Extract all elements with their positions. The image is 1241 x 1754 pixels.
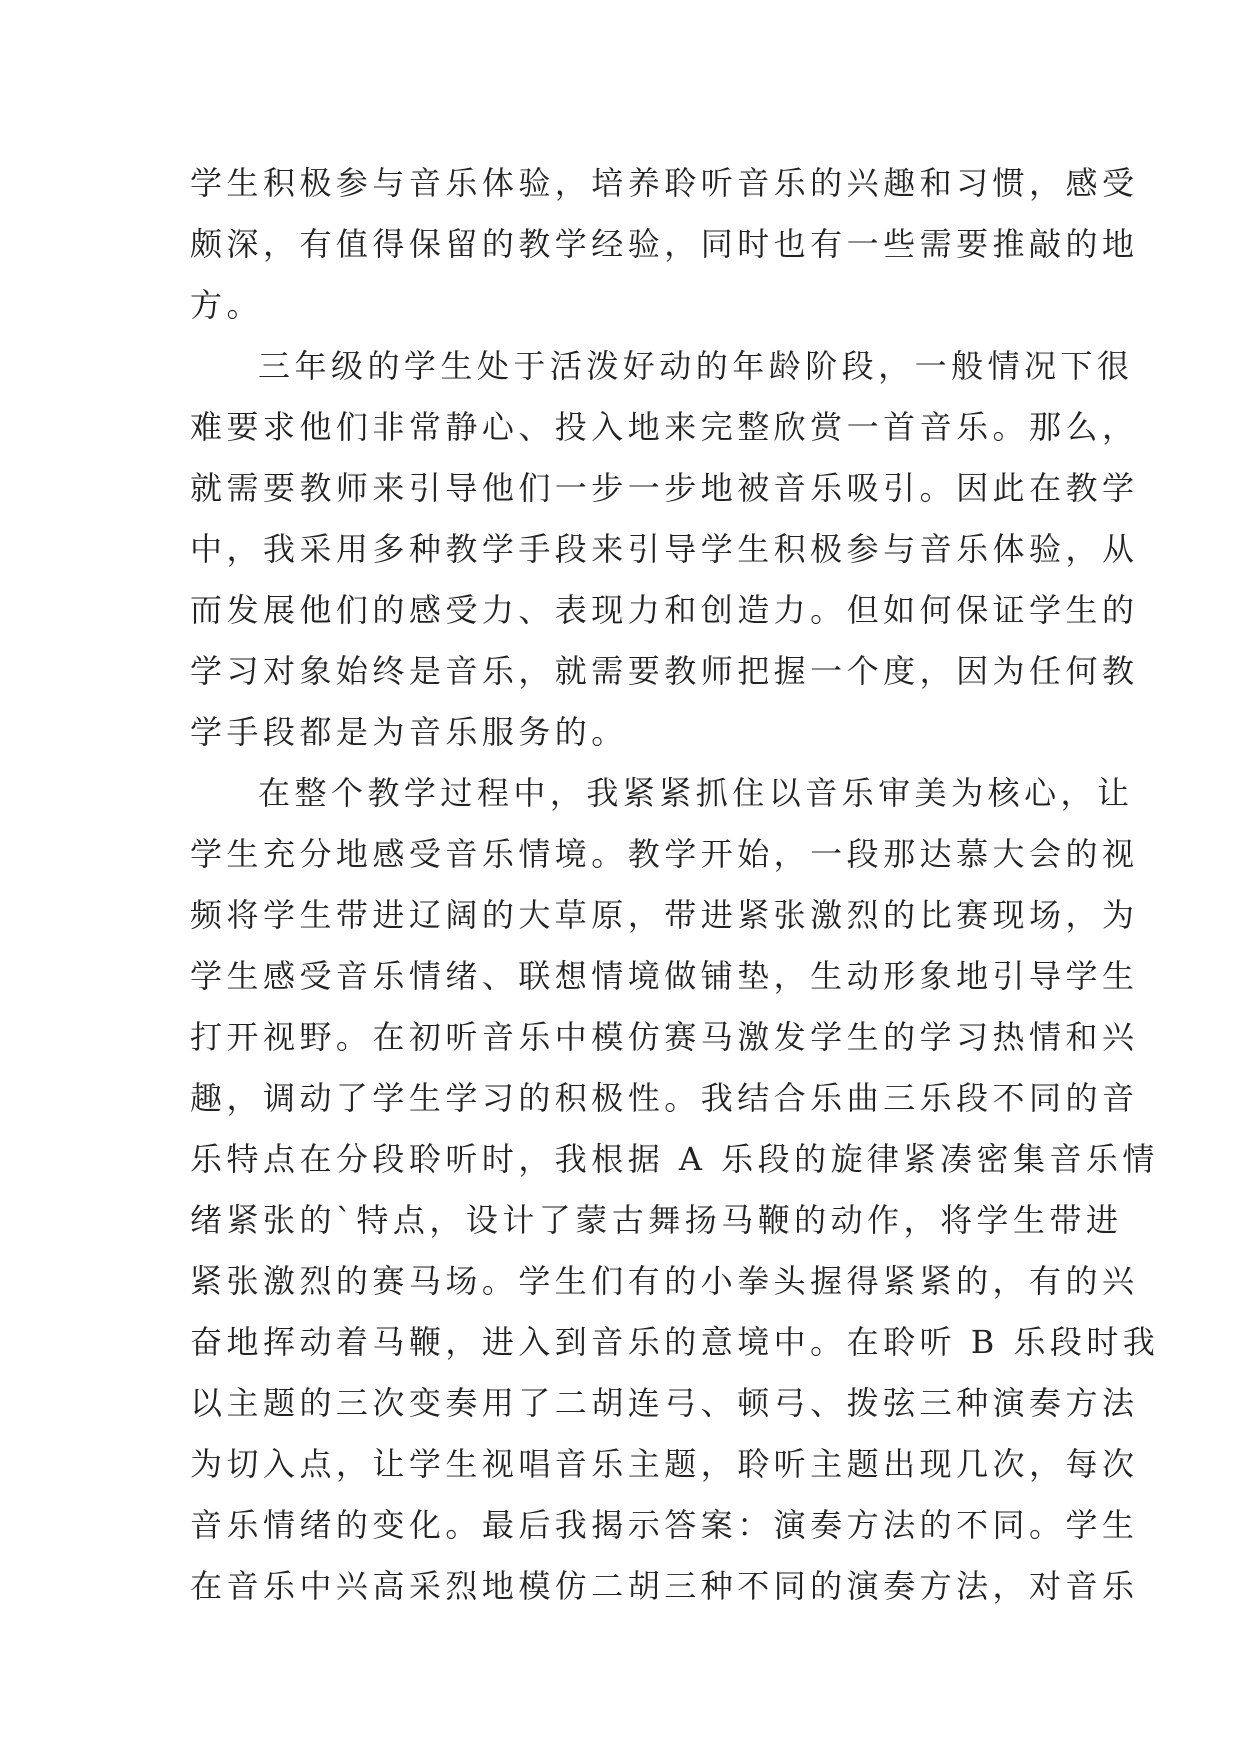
text-line: 音乐情绪的变化。最后我揭示答案：演奏方法的不同。学生 (190, 1506, 1139, 1544)
text-line: 频将学生带进辽阔的大草原，带进紧张激烈的比赛现场，为 (190, 896, 1139, 934)
text-line: 绪紧张的`特点，设计了蒙古舞扬马鞭的动作，将学生带进 (190, 1201, 1123, 1239)
text-line: 奋地挥动着马鞭，进入到音乐的意境中。在聆听 B 乐段时我 (190, 1323, 1160, 1361)
text-line: 学手段都是为音乐服务的。 (190, 713, 628, 751)
text-line: 为切入点，让学生视唱音乐主题，聆听主题出现几次，每次 (190, 1445, 1139, 1483)
text-line: 学生积极参与音乐体验，培养聆听音乐的兴趣和习惯，感受 (190, 164, 1139, 202)
text-line: 学生感受音乐情绪、联想情境做铺垫，生动形象地引导学生 (190, 957, 1139, 995)
document-body (190, 153, 1160, 1617)
text-line: 在音乐中兴高采烈地模仿二胡三种不同的演奏方法，对音乐 (190, 1567, 1139, 1605)
text-line: 就需要教师来引导他们一步一步地被音乐吸引。因此在教学 (190, 469, 1139, 507)
paragraph-first-line: 三年级的学生处于活泼好动的年龄阶段，一般情况下很 (258, 347, 1134, 385)
text-line: 方。 (190, 286, 263, 324)
text-line: 而发展他们的感受力、表现力和创造力。但如何保证学生的 (190, 591, 1139, 629)
paragraph-first-line: 在整个教学过程中，我紧紧抓住以音乐审美为核心，让 (258, 774, 1134, 812)
text-line: 学生充分地感受音乐情境。教学开始，一段那达慕大会的视 (190, 835, 1139, 873)
text-line: 中，我采用多种教学手段来引导学生积极参与音乐体验，从 (190, 530, 1139, 568)
text-line: 颇深，有值得保留的教学经验，同时也有一些需要推敲的地 (190, 225, 1139, 263)
text-line: 打开视野。在初听音乐中模仿赛马激发学生的学习热情和兴 (190, 1018, 1139, 1056)
text-line: 乐特点在分段聆听时，我根据 A 乐段的旋律紧凑密集音乐情 (190, 1140, 1159, 1178)
text-line: 学习对象始终是音乐，就需要教师把握一个度，因为任何教 (190, 652, 1139, 690)
text-line: 以主题的三次变奏用了二胡连弓、顿弓、拨弦三种演奏方法 (190, 1384, 1139, 1422)
text-line: 紧张激烈的赛马场。学生们有的小拳头握得紧紧的，有的兴 (190, 1262, 1139, 1300)
text-line: 难要求他们非常静心、投入地来完整欣赏一首音乐。那么， (190, 408, 1139, 446)
text-line: 趣，调动了学生学习的积极性。我结合乐曲三乐段不同的音 (190, 1079, 1139, 1117)
